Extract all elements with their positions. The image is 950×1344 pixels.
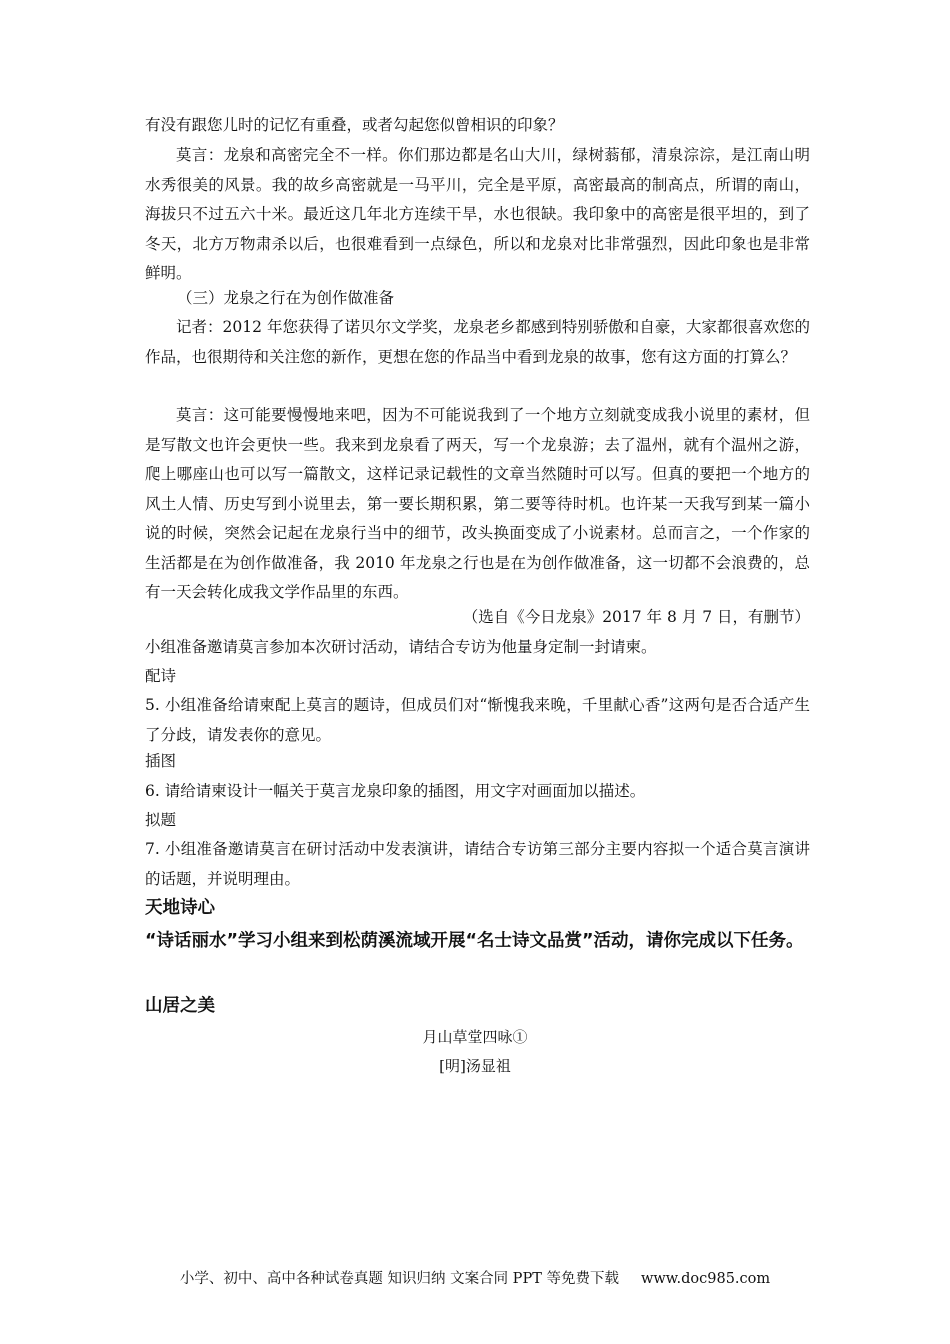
reporter-question-2: 记者：2012 年您获得了诺贝尔文学奖，龙泉老乡都感到特别骄傲和自豪，大家都很喜欢您的作品，也很期待和关注您的新作，更想在您的作品当中看到龙泉的故事，您有这方面的打算么？ [145,318,810,366]
page-footer [0,1268,950,1290]
task-intro: 小组准备邀请莫言参加本次研讨活动，请结合专访为他量身定制一封请柬。 [145,638,657,656]
question-7: 7. 小组准备邀请莫言在研讨活动中发表演讲，请结合专访第三部分主要内容拟一个适合莫言演讲的话题，并说明理由。 [145,840,810,888]
question-6: 6. 请给请柬设计一幅关于莫言龙泉印象的插图，用文字对画面加以描述。 [145,782,646,800]
moyan-answer-1: 莫言：龙泉和高密完全不一样。你们那边都是名山大川，绿树蓊郁，清泉淙淙，是江南山明水秀很美的风景。我的故乡高密就是一马平川，完全是平原，高密最高的制高点，所谓的南山，海拔只不过五六十米。最近这几年北方连续干旱，水也很缺。我印象中的高密是很平坦的，到了冬天，北方万物肃杀以后，也很难看到一点绿色，所以和龙泉对比非常强烈，因此印象也是非常鲜明。 [145,146,810,282]
subheading-niti: 拟题 [145,811,177,829]
source-citation: （选自《今日龙泉》2017 年 8 月 7 日，有删节） [462,608,810,626]
interview-question-end: 有没有跟您儿时的记忆有重叠，或者勾起您似曾相识的印象？ [145,116,564,134]
poem-title: 月山草堂四咏① [422,1028,528,1046]
section-subtitle: 山居之美 [145,996,215,1016]
subheading-chatu: 插图 [145,752,177,770]
poem-author: [明]汤显祖 [439,1057,511,1075]
moyan-answer-2: 莫言：这可能要慢慢地来吧，因为不可能说我到了一个地方立刻就变成我小说里的素材，但是写散文也许会更快一些。我来到龙泉看了两天，写一个龙泉游；去了温州，就有个温州之游，爬上哪座山也可以写一篇散文，这样记录记载性的文章当然随时可以写。但真的要把一个地方的风土人情、历史写到小说里去，第一要长期积累，第二要等待时机。也许某一天我写到某一篇小说的时候，突然会记起在龙泉行当中的细节，改头换面变成了小说素材。总而言之，一个作家的生活都是在为创作做准备，我 2010 年龙泉之行也是在为创作做准备，这一切都不会浪费的，总有一天会转化成我文学作品里的东西。 [145,406,810,601]
question-5: 5. 小组准备给请柬配上莫言的题诗，但成员们对“惭愧我来晚，千里献心香”这两句是否合适产生了分歧，请发表你的意见。 [145,696,810,744]
section-intro: “诗话丽水”学习小组来到松荫溪流域开展“名士诗文品赏”活动，请你完成以下任务。 [145,931,804,951]
footer-url[interactable]: www.doc985.com [640,1271,771,1287]
footer-text: 小学、初中、高中各种试卷真题 知识归纳 文案合同 PPT 等免费下载 [179,1271,619,1287]
subheading-peishi: 配诗 [145,667,177,685]
section-heading-3: （三）龙泉之行在为创作做准备 [177,289,395,307]
section-title: 天地诗心 [145,898,215,918]
